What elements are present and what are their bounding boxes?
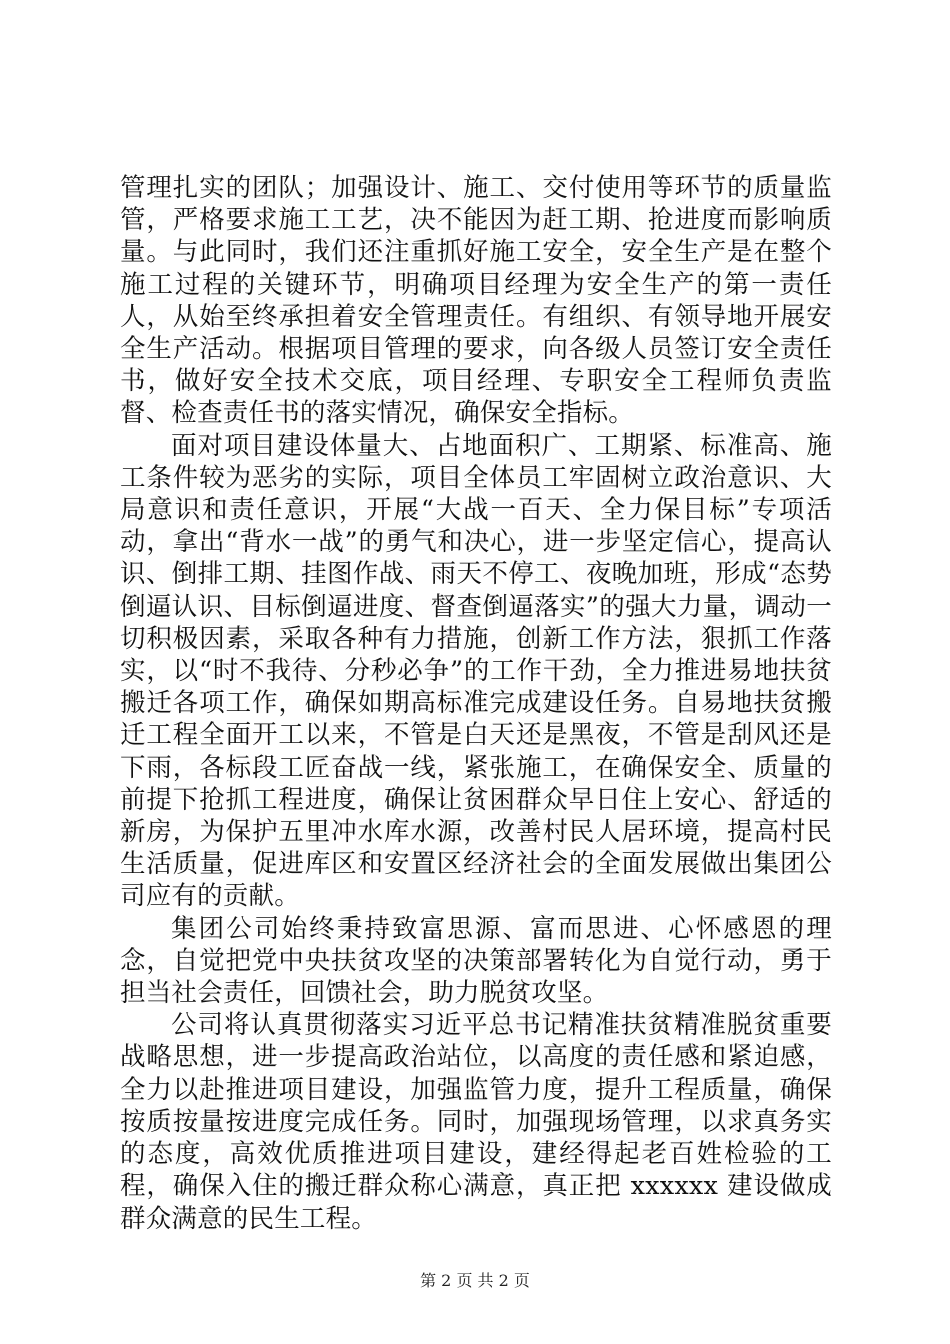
paragraph-4: 公司将认真贯彻落实习近平总书记精准扶贫精准脱贫重要战略思想，进一步提高政治站位，以高度的责任感和紧迫感，全力以赴推进项目建设，加强监管力度，提升工程质量，确保按质按量按进度完成任务。同时，加强现场管理，以求真务实的态度，高效优质推进项目建设，建经得起老百姓检验的工程，确保入住的搬迁群众称心满意，真正把 xxxxxx 建设做成群众满意的民生工程。 (120, 1010, 832, 1234)
paragraph-2: 面对项目建设体量大、占地面积广、工期紧、标准高、施工条件较为恶劣的实际，项目全体员工牢固树立政治意识、大局意识和责任意识，开展“大战一百天、全力保目标”专项活动，拿出“背水一战”的勇气和决心，进一步坚定信心，提高认识、倒排工期、挂图作战、雨天不停工、夜晚加班，形成“态势倒逼认识、目标倒逼进度、督查倒逼落实”的强大力量，调动一切积极因素，采取各种有力措施，创新工作方法，狠抓工作落实，以“时不我待、分秒必争”的工作干劲，全力推进易地扶贫搬迁各项工作，确保如期高标准完成建设任务。自易地扶贫搬迁工程全面开工以来，不管是白天还是黑夜，不管是刮风还是下雨，各标段工匠奋战一线，紧张施工，在确保安全、质量的前提下抢抓工程进度，确保让贫困群众早日住上安心、舒适的新房，为保护五里冲水库水源，改善村民人居环境，提高村民生活质量，促进库区和安置区经济社会的全面发展做出集团公司应有的贡献。 (120, 430, 832, 912)
paragraph-1: 管理扎实的团队；加强设计、施工、交付使用等环节的质量监管，严格要求施工工艺，决不能因为赶工期、抢进度而影响质量。与此同时，我们还注重抓好施工安全，安全生产是在整个施工过程的关键环节，明确项目经理为安全生产的第一责任人，从始至终承担着安全管理责任。有组织、有领导地开展安全生产活动。根据项目管理的要求，向各级人员签订安全责任书，做好安全技术交底，项目经理、专职安全工程师负责监督、检查责任书的落实情况，确保安全指标。 (120, 173, 832, 429)
paragraph-3: 集团公司始终秉持致富思源、富而思进、心怀感恩的理念，自觉把党中央扶贫攻坚的决策部署转化为自觉行动，勇于担当社会责任，回馈社会，助力脱贫攻坚。 (120, 913, 832, 1009)
page-number-footer: 第 2 页 共 2 页 (420, 1271, 530, 1290)
document-body (120, 172, 832, 1235)
